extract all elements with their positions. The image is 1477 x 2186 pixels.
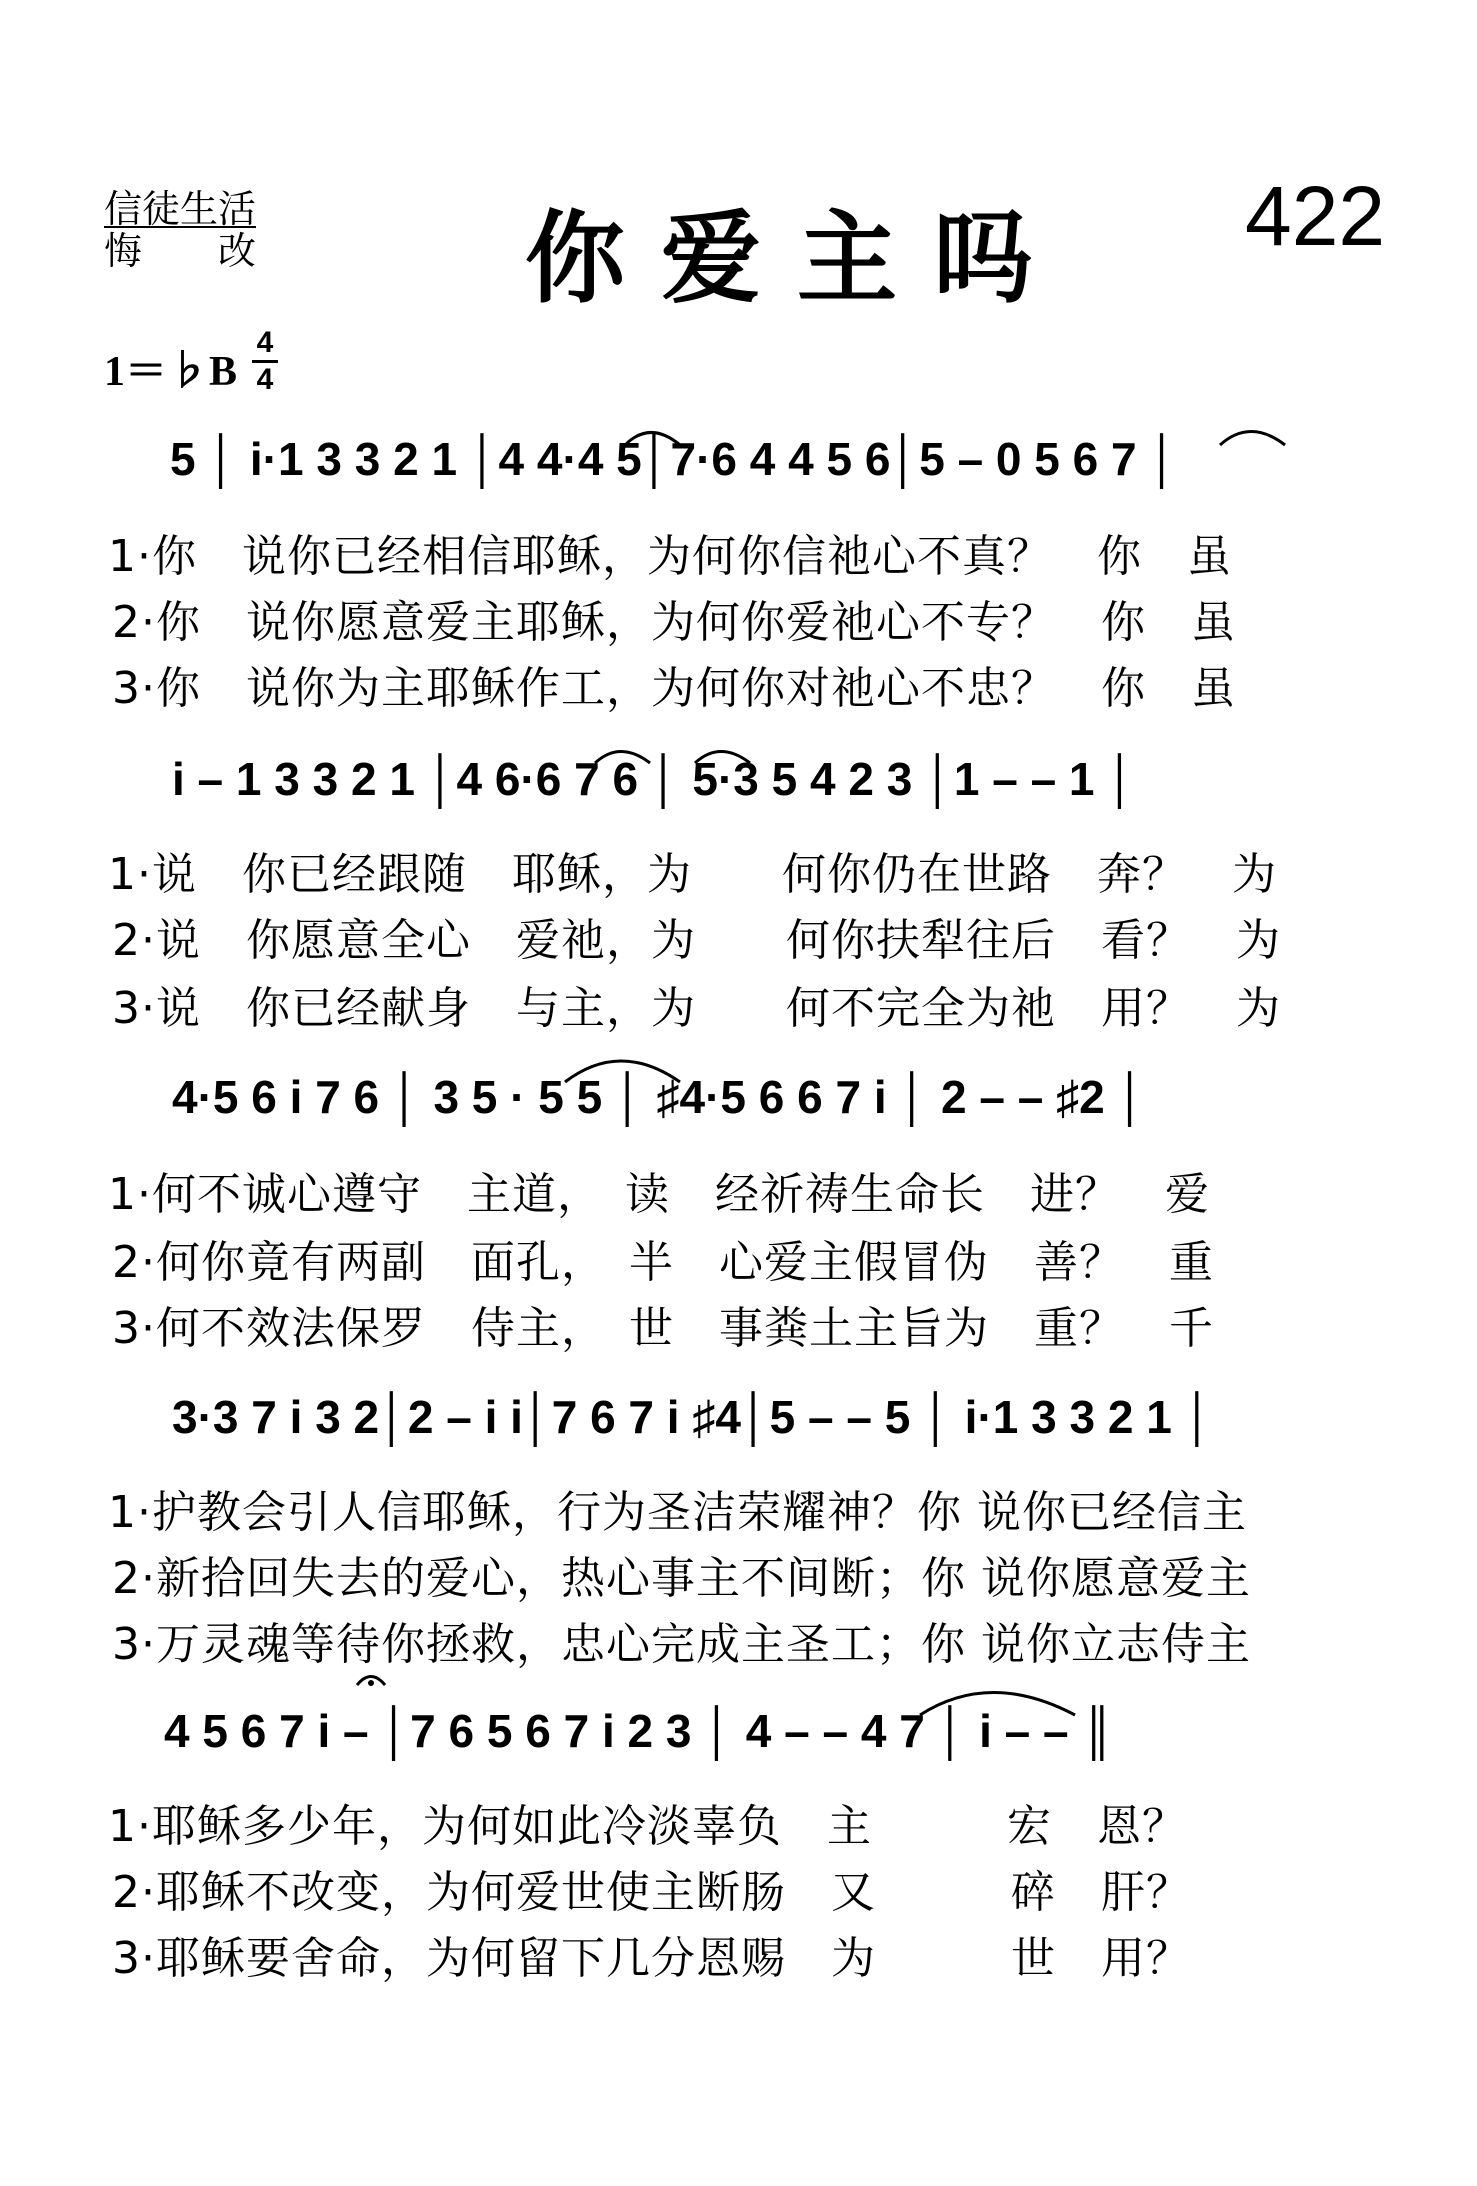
tie-1a: [625, 433, 680, 446]
lyric-line-5-verse-1: 1·耶稣多少年，为何如此冷淡辜负 主 宏 恩？: [108, 1801, 1187, 1852]
tie-5a: [920, 1693, 1075, 1716]
tie-1b: [1220, 432, 1285, 446]
lyric-line-1-verse-1: 1·你 说你已经相信耶稣，为何你信祂心不真？ 你 虽: [108, 531, 1232, 582]
source-category: 信徒生活: [104, 187, 257, 231]
lyric-line-3-verse-2: 2·何你竟有两副 面孔， 半 心爱主假冒伪 善？ 重: [112, 1237, 1214, 1288]
tie-2a: [595, 752, 650, 764]
lyric-line-3-verse-3: 3·何不效法保罗 侍主， 世 事粪土主旨为 重？ 千: [112, 1303, 1214, 1354]
tie-2b: [695, 752, 750, 764]
lyric-line-2-verse-2: 2·说 你愿意全心 爱祂，为 何你扶犁往后 看？ 为: [112, 915, 1281, 966]
hymn-title: 你爱主吗: [525, 199, 1069, 317]
notation-line-3: 4·5 6 i 7 6 │ 3 5 · 5 5 │ ♯4·5 6 6 7 i │ 2 – – ♯2 │: [172, 1071, 1147, 1123]
notation-line-1: 5 │ i·1 3 3 2 1 │4 4·4 5│7·6 4 4 5 6│5 – 0 5 6 7 │: [170, 433, 1179, 485]
lyric-line-4-verse-2: 2·新拾回失去的爱心，热心事主不间断；你 说你愿意爱主: [112, 1553, 1251, 1604]
notation-line-2: i – 1 3 3 2 1 │4 6·6 7 6 │ 5·3 5 4 2 3 │1 – – 1 │: [172, 753, 1137, 805]
lyric-line-5-verse-2: 2·耶稣不改变，为何爱世使主断肠 又 碎 肝？: [112, 1867, 1191, 1918]
key-signature: 1＝♭B: [104, 349, 238, 395]
lyric-line-1-verse-2: 2·你 说你愿意爱主耶稣，为何你爱祂心不专？ 你 虽: [112, 597, 1236, 648]
lyric-line-1-verse-3: 3·你 说你为主耶稣作工，为何你对祂心不忠？ 你 虽: [112, 663, 1236, 714]
source-subcategory: 悔 改: [104, 229, 257, 273]
notation-line-4: 3·3 7 i 3 2│2 – i i│7 6 7 i ♯4│5 – – 5 │ i·1 3 3 2 1 │: [172, 1391, 1214, 1443]
fermata-dot: [368, 1680, 374, 1686]
notation-line-5: 4 5 6 7 i – │7 6 5 6 7 i 2 3 │ 4 – – 4 7 │ i – – ║: [164, 1705, 1114, 1757]
lyric-line-5-verse-3: 3·耶稣要舍命，为何留下几分恩赐 为 世 用？: [112, 1933, 1191, 1984]
hymn-number: 422: [1245, 169, 1386, 263]
lyric-line-2-verse-3: 3·说 你已经献身 与主，为 何不完全为祂 用？ 为: [112, 983, 1281, 1034]
lyric-line-4-verse-3: 3·万灵魂等待你拯救，忠心完成主圣工；你 说你立志侍主: [112, 1619, 1251, 1670]
lyric-line-2-verse-1: 1·说 你已经跟随 耶稣，为 何你仍在世路 奔？ 为: [108, 849, 1277, 900]
time-signature-bottom: 4: [256, 363, 274, 396]
lyric-line-4-verse-1: 1·护教会引人信耶稣，行为圣洁荣耀神？你 说你已经信主: [108, 1487, 1247, 1538]
lyric-line-3-verse-1: 1·何不诚心遵守 主道， 读 经祈祷生命长 进？ 爱: [108, 1169, 1210, 1220]
tie-3a: [565, 1061, 680, 1082]
time-signature-top: 4: [256, 326, 274, 359]
